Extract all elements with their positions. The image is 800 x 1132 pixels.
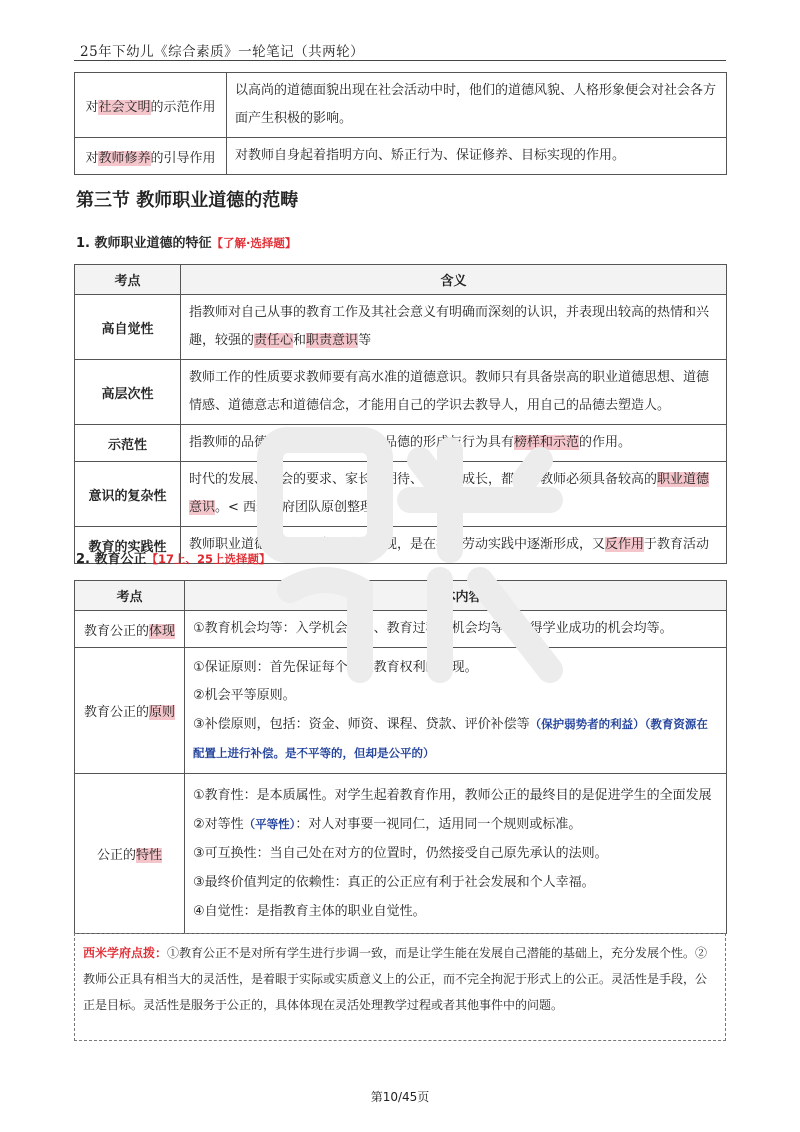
- column-header: 考点: [75, 581, 185, 611]
- table-row: [75, 611, 727, 648]
- table-cell-point: 示范性: [75, 425, 181, 462]
- education-justice-table: [74, 580, 727, 934]
- column-header: 具体内容: [185, 581, 727, 611]
- page-number: 第10/45页: [370, 1090, 430, 1104]
- page-header: 25年下幼儿《综合素质》一轮笔记（共两轮）: [80, 44, 365, 60]
- tip-box: [74, 933, 726, 1041]
- table-cell-content: 以高尚的道德面貌出现在社会活动中时，他们的道德风貌、人格形象便会对社会各方面产生积极的影响。: [227, 73, 727, 138]
- table-cell-label: 教育公正的原则: [75, 648, 185, 774]
- table-row: [75, 425, 727, 462]
- exam-tag: 【17上、25上选择题】: [146, 552, 271, 566]
- table-cell-point: 高层次性: [75, 360, 181, 425]
- table-header-row: [75, 581, 727, 611]
- table-row: [75, 462, 727, 527]
- table-cell-content: 对教师自身起着指明方向、矫正行为、保证修养、目标实现的作用。: [227, 138, 727, 175]
- tip-text: ①教育公正不是对所有学生进行步调一致，而是让学生能在发展自己潜能的基础上，充分发展个性。②教师公正具有相当大的灵活性，是着眼于实际或实质意义上的公正，而不完全拘泥于形式上的公正。灵活性是手段，公正是目标。灵活性是服务于公正的，具体体现在灵活处理教学过程或者其他事件中的问题。: [83, 946, 708, 1012]
- exam-tag: 【了解·选择题】: [211, 236, 297, 250]
- table-header-row: [75, 265, 727, 295]
- table-cell-label: 教育公正的体现: [75, 611, 185, 648]
- characteristics-table: [74, 264, 727, 564]
- continued-table: [74, 72, 727, 175]
- table-cell-label: 对教师修养的引导作用: [75, 138, 227, 175]
- tip-label: 西米学府点拨：: [83, 946, 168, 960]
- column-header: 含义: [181, 265, 727, 295]
- table-cell-content: 教师职业道德离不开教育活动的出现，是在教育劳动实践中逐渐形成，又反作用于教育活动: [181, 527, 727, 564]
- table-cell-content: 指教师对自己从事的教育工作及其社会意义有明确而深刻的认识，并表现出较高的热情和兴趣，较强的责任心和职责意识等: [181, 295, 727, 360]
- table-cell-label: 对社会文明的示范作用: [75, 73, 227, 138]
- header-divider: [74, 60, 726, 61]
- table-row: [75, 138, 727, 175]
- table-cell-content: ①教育性：是本质属性。对学生起着教育作用，教师公正的最终目的是促进学生的全面发展 ②对等性（平等性）：对人对事要一视同仁，适用同一个规则或标准。 ③可互换性：当自己处在对方的位置时，仍然接受自己原先承认的法则。 ③最终价值判定的依赖性：真正的公正应有利于社会发展和个人幸福。 ④自觉性：是指教育主体的职业自觉性。: [185, 774, 727, 934]
- subsection-title-1: 1. 教师职业道德的特征【了解·选择题】: [76, 236, 297, 251]
- table-cell-content: 时代的发展、社会的要求、家长的期待、学生的成长，都要求教师必须具备较高的职业道德意识。< 西米学府团队原创整理 >: [181, 462, 727, 527]
- table-cell-content: 教师工作的性质要求教师要有高水准的道德意识。教师只有具备崇高的职业道德思想、道德情感、道德意志和道德信念，才能用自己的学识去教导人，用自己的品德去塑造人。: [181, 360, 727, 425]
- subsection-title-2: 2. 教育公正【17上、25上选择题】: [76, 552, 271, 567]
- table-cell-content: ①教育机会均等：入学机会均等、教育过程中机会均等、取得学业成功的机会均等。: [185, 611, 727, 648]
- column-header: 考点: [75, 265, 181, 295]
- section-title: 第三节 教师职业道德的范畴: [76, 190, 299, 211]
- table-row: [75, 360, 727, 425]
- table-cell-point: 教育的实践性: [75, 527, 181, 564]
- table-cell-content: ①保证原则：首先保证每个人受教育权利的实现。 ②机会平等原则。 ③补偿原则，包括：资金、师资、课程、贷款、评价补偿等（保护弱势者的利益）（教育资源在配置上进行补偿。是不平等的，但却是公平的）: [185, 648, 727, 774]
- table-row: [75, 295, 727, 360]
- table-cell-content: 指教师的品德和行为对学生的思想品德的形成与行为具有榜样和示范的作用。: [181, 425, 727, 462]
- table-row: [75, 774, 727, 934]
- table-cell-label: 公正的特性: [75, 774, 185, 934]
- table-row: [75, 648, 727, 774]
- table-cell-point: 意识的复杂性: [75, 462, 181, 527]
- table-row: [75, 73, 727, 138]
- table-cell-point: 高自觉性: [75, 295, 181, 360]
